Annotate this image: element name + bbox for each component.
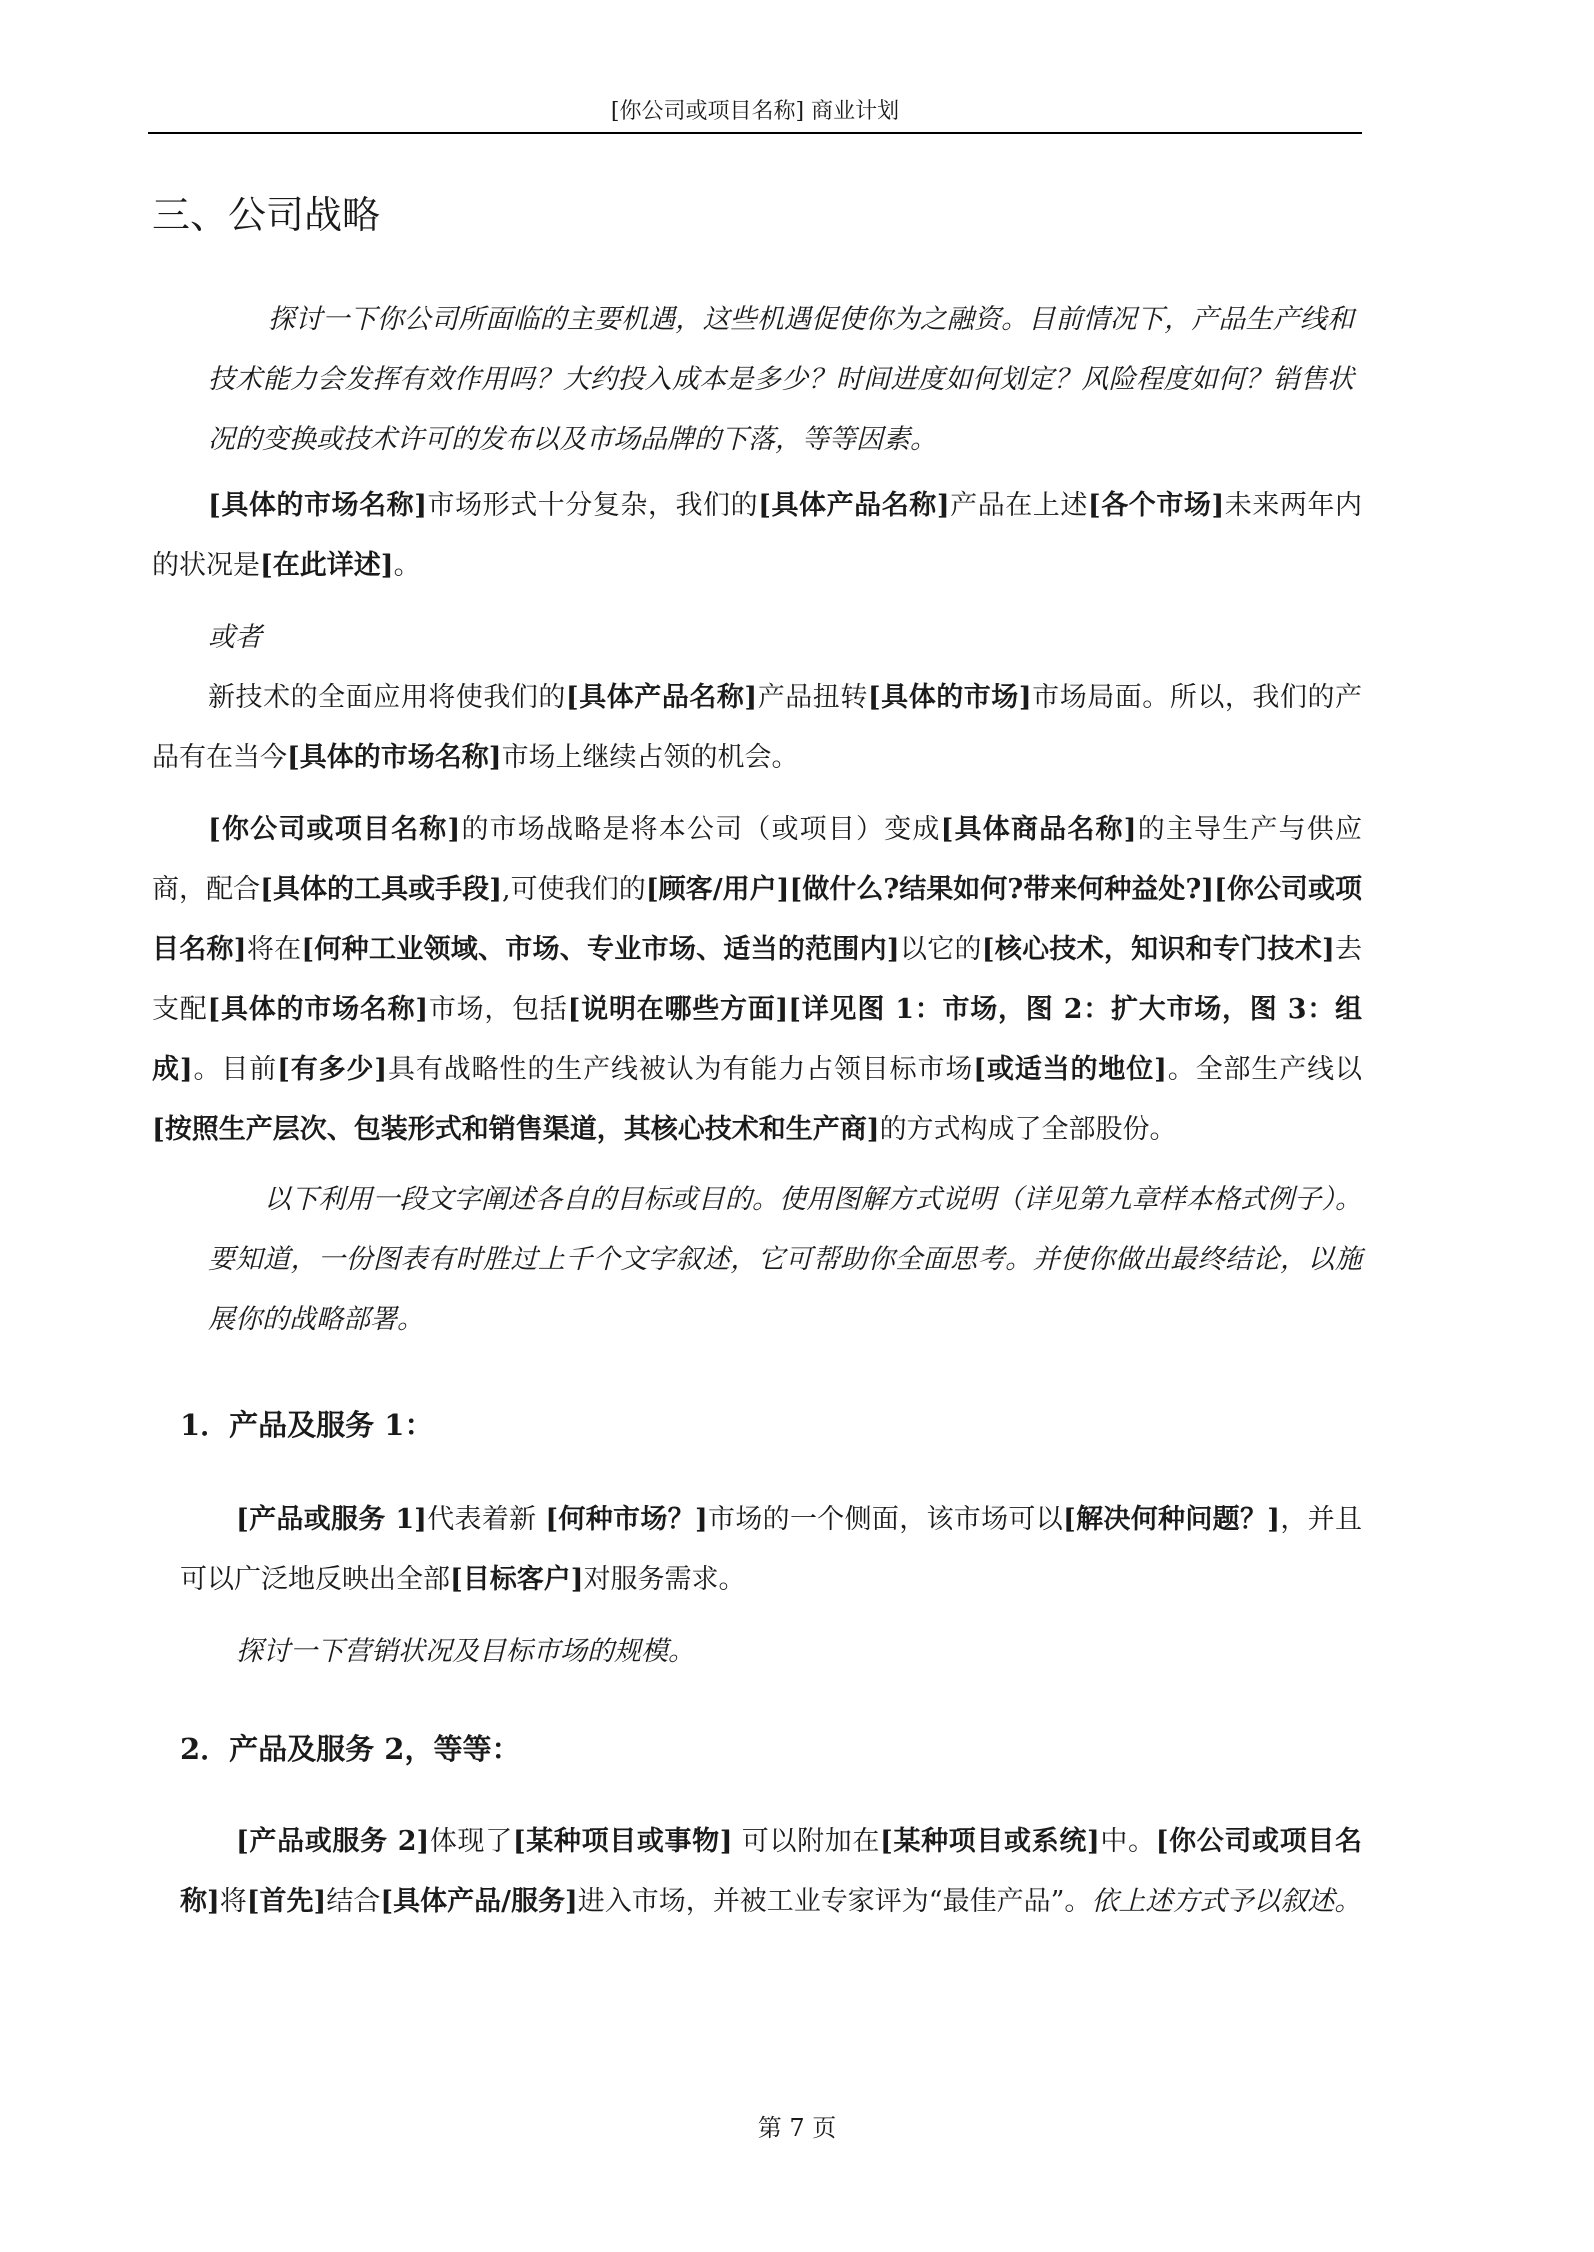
para3-text-11: 的方式构成了全部股份。 xyxy=(879,1114,1177,1145)
item-placeholder: [某种项目或事物] xyxy=(512,1826,733,1857)
position-placeholder: [或适当的地位] xyxy=(973,1054,1167,1085)
tools-placeholder: [具体的工具或手段] xyxy=(260,874,503,905)
how-many-placeholder: [有多少] xyxy=(277,1054,388,1085)
para2-market-name-placeholder: [具体的市场名称] xyxy=(287,742,502,773)
sub2-text-5: 结合 xyxy=(326,1886,381,1917)
para3-text-2: 的主导生产与供应商，配合 xyxy=(152,814,1362,905)
sub2-company-placeholder: [你公司或项目名称] xyxy=(180,1826,1362,1917)
target-customer-placeholder: [目标客户] xyxy=(450,1564,584,1595)
markets-placeholder: [各个市场] xyxy=(1087,490,1225,521)
or-label: 或者 xyxy=(208,622,262,653)
product-2-paragraph xyxy=(180,1812,1362,1932)
which-market-placeholder: [何种市场？] xyxy=(545,1504,708,1535)
para2-text-2: 产品扭转 xyxy=(757,682,868,713)
para3-text-4: 将在 xyxy=(246,934,302,965)
sub2-italic-note: 依上述方式予以叙述。 xyxy=(1091,1886,1362,1917)
para1-text-3: 未来两年内的状况是 xyxy=(152,490,1362,581)
sub1-text-1: 代表着新 xyxy=(426,1504,546,1535)
customer-placeholder: [顾客/用户][做什么?结果如何?带来何种益处?][你公司或项目名称] xyxy=(152,874,1362,965)
core-tech-placeholder: [核心技术，知识和专门技术] xyxy=(981,934,1335,965)
market-paragraph xyxy=(152,476,1362,596)
page-header xyxy=(148,92,1362,134)
intro-paragraph xyxy=(148,290,1354,470)
para3-text-8: 。目前 xyxy=(192,1054,278,1085)
para1-text-4: 。 xyxy=(393,550,421,581)
page-number: 第 7 页 xyxy=(757,2114,837,2142)
subsection-heading-2: 2．产品及服务 2，等等： xyxy=(180,1732,521,1766)
para3-text-10: 。全部生产线以 xyxy=(1166,1054,1363,1085)
product-name-placeholder: [具体产品名称] xyxy=(758,490,950,521)
sub2-text-3: 中。 xyxy=(1099,1826,1156,1857)
subsection-heading-1: 1．产品及服务 1： xyxy=(180,1408,434,1442)
product-service-placeholder: [具体产品/服务] xyxy=(380,1886,578,1917)
product-1-note: 探讨一下营销状况及目标市场的规模。 xyxy=(236,1636,695,1667)
product-1-placeholder: [产品或服务 1] xyxy=(236,1504,427,1535)
sub1-text-4: 对服务需求。 xyxy=(583,1564,746,1595)
details-placeholder: [在此详述] xyxy=(260,550,394,581)
problem-placeholder: [解决何种问题？] xyxy=(1063,1504,1281,1535)
para2-text-3: 市场局面。所以，我们的产品有在当今 xyxy=(152,682,1363,773)
product-2-placeholder: [产品或服务 2] xyxy=(236,1826,430,1857)
first-placeholder: [首先] xyxy=(246,1886,327,1917)
commodity-placeholder: [具体商品名称] xyxy=(940,814,1137,845)
section-title: 三、公司战略 xyxy=(152,193,381,237)
sub2-text-4: 将 xyxy=(219,1886,247,1917)
para3-text-5: 以它的 xyxy=(899,934,982,965)
para3-market-placeholder: [具体的市场名称] xyxy=(207,994,429,1025)
sub2-text-6: 进入市场，并被工业专家评为“最佳产品”。 xyxy=(577,1886,1092,1917)
sub2-text-1: 体现了 xyxy=(429,1826,513,1857)
sub1-text-2: 市场的一个侧面，该市场可以 xyxy=(707,1504,1064,1535)
para3-text-1: 的市场战略是将本公司（或项目）变成 xyxy=(460,814,941,845)
system-placeholder: [某种项目或系统] xyxy=(880,1826,1100,1857)
para1-text-1: 市场形式十分复杂，我们的 xyxy=(426,490,759,521)
goals-paragraph xyxy=(208,1170,1362,1350)
para3-text-3: ,可使我们的 xyxy=(502,874,646,905)
para2-market-placeholder: [具体的市场] xyxy=(867,682,1032,713)
para3-text-6: 去支配 xyxy=(152,934,1363,1025)
sub1-text-3: ，并且可以广泛地反映出全部 xyxy=(180,1504,1362,1595)
header-title: [你公司或项目名称] 商业计划 xyxy=(610,99,900,124)
para2-text-4: 市场上继续占领的机会。 xyxy=(501,742,799,773)
para2-text-1: 新技术的全面应用将使我们的 xyxy=(208,682,566,713)
para2-product-placeholder: [具体产品名称] xyxy=(565,682,758,713)
para3-text-7: 市场，包括 xyxy=(428,994,568,1025)
production-placeholder: [按照生产层次、包装形式和销售渠道，其核心技术和生产商] xyxy=(152,1114,880,1145)
aspects-placeholder: [说明在哪些方面][详见图 1：市场，图 2：扩大市场，图 3：组成] xyxy=(152,994,1363,1085)
strategy-paragraph xyxy=(152,800,1362,1160)
para3-text-9: 具有战略性的生产线被认为有能力占领目标市场 xyxy=(387,1054,974,1085)
industry-placeholder: [何种工业领域、市场、专业市场、适当的范围内] xyxy=(301,934,900,965)
para1-text-2: 产品在上述 xyxy=(949,490,1088,521)
goals-text: 以下利用一段文字阐述各自的目标或目的。使用图解方式说明（详见第九章样本格式例子）。要知道，一份图表有时胜过上千个文字叙述，它可帮助你全面思考。并使你做出最终结论，以施展你的战略部署。 xyxy=(208,1184,1362,1335)
company-name-placeholder: [你公司或项目名称] xyxy=(208,814,461,845)
intro-text: 探讨一下你公司所面临的主要机遇，这些机遇促使你为之融资。目前情况下，产品生产线和技术能力会发挥有效作用吗？大约投入成本是多少？时间进度如何划定？风险程度如何？销售状况的变换或技术许可的发布以及市场品牌的下落，等等因素。 xyxy=(208,304,1354,455)
new-tech-paragraph xyxy=(152,668,1362,788)
product-1-paragraph xyxy=(180,1490,1362,1610)
market-name-placeholder: [具体的市场名称] xyxy=(208,490,427,521)
sub2-text-2: 可以附加在 xyxy=(732,1826,881,1857)
